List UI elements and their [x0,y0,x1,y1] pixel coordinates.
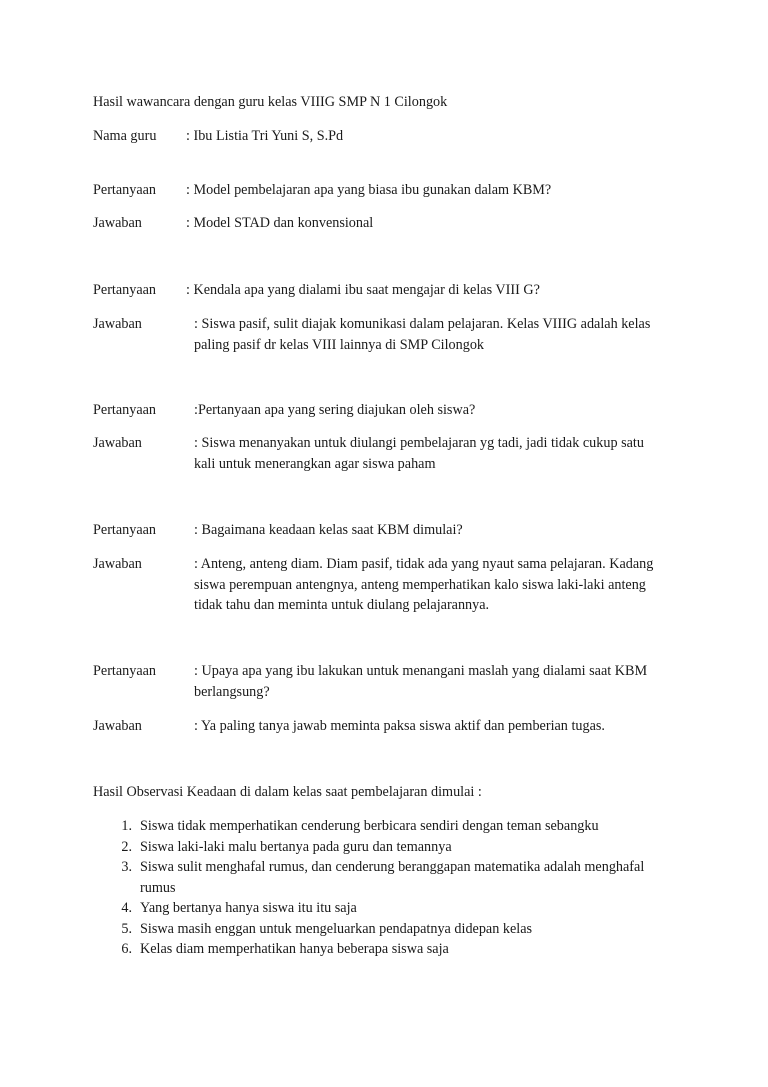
question-text: :Pertanyaan apa yang sering diajukan oleh siswa? [194,402,476,418]
list-item-number: 4. [121,900,132,916]
list-item-number: 1. [121,818,132,834]
list-item [0,939,768,960]
question-text: : Bagaimana keadaan kelas saat KBM dimulai? [194,522,463,538]
list-item [0,837,768,858]
list-item-text: Kelas diam memperhatikan hanya beberapa siswa saja [140,941,449,957]
answer-text: : Siswa pasif, sulit diajak komunikasi dalam pelajaran. Kelas VIIIG adalah kelas paling pasif dr kelas VIII lainnya di SMP Cilongok [194,316,651,353]
teacher-value: : Ibu Listia Tri Yuni S, S.Pd [186,128,344,144]
teacher-label: Nama guru [93,128,157,144]
document-title: Hasil wawancara dengan guru kelas VIIIG SMP N 1 Cilongok [93,94,448,110]
list-item-number: 2. [121,838,132,855]
list-item-text: Siswa laki-laki malu bertanya pada guru dan temannya [140,838,452,855]
list-item-text: Yang bertanya hanya siswa itu itu saja [140,900,357,916]
question-label: Pertanyaan [93,522,157,538]
observation-heading: Hasil Observasi Keadaan di dalam kelas saat pembelajaran dimulai : [93,784,482,800]
list-item-number: 6. [121,941,132,957]
answer-label: Jawaban [93,215,142,231]
question-text: : Upaya apa yang ibu lakukan untuk menangani maslah yang dialami saat KBM berlangsung? [194,663,648,700]
question-label: Pertanyaan [93,282,157,298]
answer-text: : Ya paling tanya jawab meminta paksa siswa aktif dan pemberian tugas. [194,718,605,734]
list-item-text: Siswa masih enggan untuk mengeluarkan pendapatnya didepan kelas [140,920,533,937]
answer-text: : Siswa menanyakan untuk diulangi pembelajaran yg tadi, jadi tidak cukup satu kali untuk menerangkan agar siswa paham [194,435,644,472]
question-label: Pertanyaan [93,663,157,679]
list-item-number: 5. [121,920,132,937]
list-item [0,919,768,940]
answer-label: Jawaban [93,556,142,572]
answer-label: Jawaban [93,718,142,734]
question-text: : Kendala apa yang dialami ibu saat mengajar di kelas VIII G? [186,282,540,298]
list-item [0,816,768,837]
list-item-text: Siswa tidak memperhatikan cenderung berbicara sendiri dengan teman sebangku [140,818,599,834]
question-label: Pertanyaan [93,402,157,418]
list-item-number: 3. [121,859,132,875]
answer-text: : Model STAD dan konvensional [186,215,374,231]
observation-list [0,816,768,960]
answer-text: : Anteng, anteng diam. Diam pasif, tidak ada yang nyaut sama pelajaran. Kadang siswa perempuan antengnya, anteng memperhatikan kalo siswa laki-laki anteng tidak tahu dan meminta untuk diulang pelajarannya. [194,556,654,613]
question-text: : Model pembelajaran apa yang biasa ibu gunakan dalam KBM? [186,182,552,198]
question-label: Pertanyaan [93,182,157,198]
list-item [0,857,768,898]
answer-label: Jawaban [93,435,142,451]
answer-label: Jawaban [93,316,142,332]
list-item-text: Siswa sulit menghafal rumus, dan cenderung beranggapan matematika adalah menghafal rumus [140,859,645,896]
list-item [0,898,768,919]
